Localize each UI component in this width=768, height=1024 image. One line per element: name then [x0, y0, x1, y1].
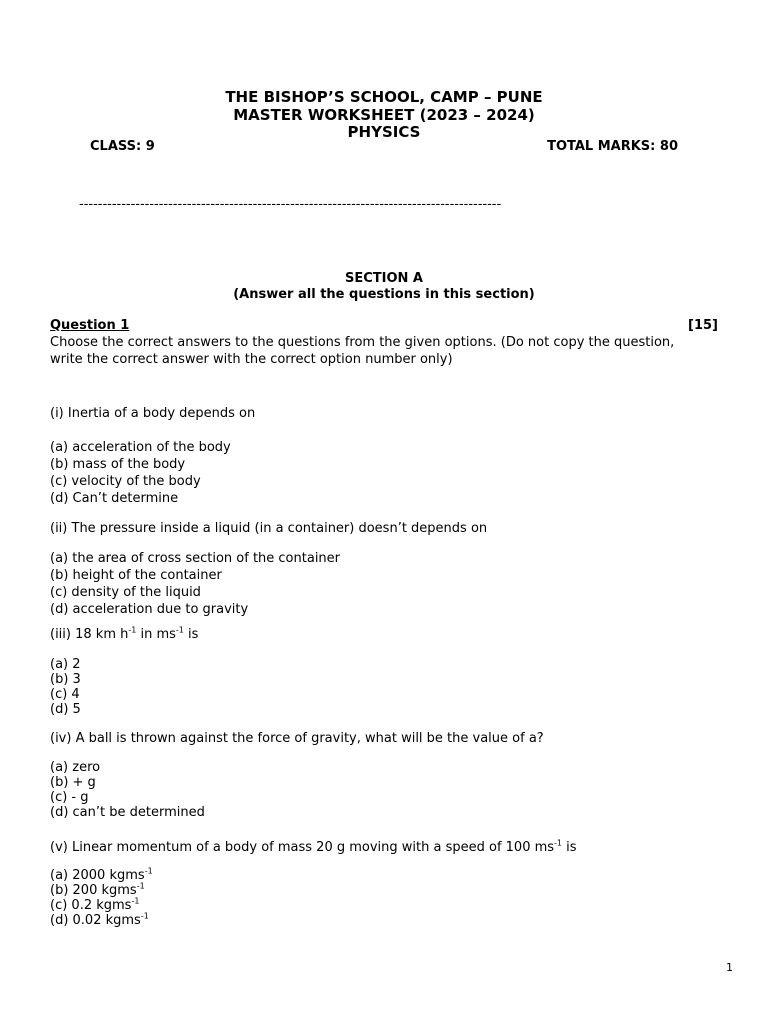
class-label: CLASS: 9	[90, 139, 155, 154]
section-subtitle: (Answer all the questions in this section)	[233, 287, 535, 302]
option: (c) density of the liquid	[50, 585, 201, 600]
option: (a) 2000 kgms$^{-1}$	[50, 866, 153, 883]
question-iii: (iii) 18 km $h^{-1}$ in $ms^{-1}$ is	[50, 625, 199, 642]
subject-title: PHYSICS	[347, 123, 421, 141]
divider-line: ------------------------------------------------------------------------------------------	[79, 197, 502, 212]
option: (a) the area of cross section of the container	[50, 551, 341, 566]
question-iv: (iv) A ball is thrown against the force of gravity, what will be the value of a?	[50, 731, 544, 746]
section-title: SECTION A	[344, 271, 423, 286]
options-i	[50, 439, 231, 507]
instruction-line-2: write the correct answer with the correct option number only)	[50, 352, 453, 367]
option: (d) acceleration due to gravity	[50, 602, 249, 617]
question-marks: [15]	[688, 318, 718, 333]
option: (d) Can’t determine	[50, 491, 179, 506]
option: (a) acceleration of the body	[50, 440, 231, 455]
option: (b) 200 kgms$^{-1}$	[50, 881, 145, 898]
instruction-line-1: Choose the correct answers to the questions from the given options. (Do not copy the question,	[50, 335, 675, 350]
options-iv	[50, 760, 205, 820]
question-label: Question 1	[50, 318, 130, 333]
question-v: (v) Linear momentum of a body of mass 20 g moving with a speed of 100 $ms^{-1}$ is	[50, 838, 577, 855]
option: (c) 4	[50, 687, 80, 702]
options-iii	[50, 657, 81, 717]
option: (a) 2	[50, 657, 81, 672]
question-ii: (ii) The pressure inside a liquid (in a container) doesn’t depends on	[50, 521, 488, 536]
option: (d) 0.02 kgms$^{-1}$	[50, 911, 149, 928]
page-number: 1	[726, 961, 733, 974]
option: (b) height of the container	[50, 568, 222, 583]
total-marks-label: TOTAL MARKS: 80	[547, 139, 678, 154]
question-i: (i) Inertia of a body depends on	[50, 406, 256, 421]
options-v	[50, 868, 153, 928]
option: (d) can’t be determined	[50, 805, 205, 820]
option: (b) + g	[50, 775, 96, 790]
option: (b) mass of the body	[50, 457, 186, 472]
school-name: THE BISHOP’S SCHOOL, CAMP – PUNE	[225, 88, 543, 106]
option: (a) zero	[50, 760, 101, 775]
option: (c) - g	[50, 790, 89, 805]
worksheet-title: MASTER WORKSHEET (2023 – 2024)	[233, 106, 535, 124]
option: (b) 3	[50, 672, 81, 687]
option: (c) velocity of the body	[50, 474, 201, 489]
option: (d) 5	[50, 702, 81, 717]
options-ii	[50, 550, 340, 618]
option: (c) 0.2 kgms$^{-1}$	[50, 896, 140, 913]
